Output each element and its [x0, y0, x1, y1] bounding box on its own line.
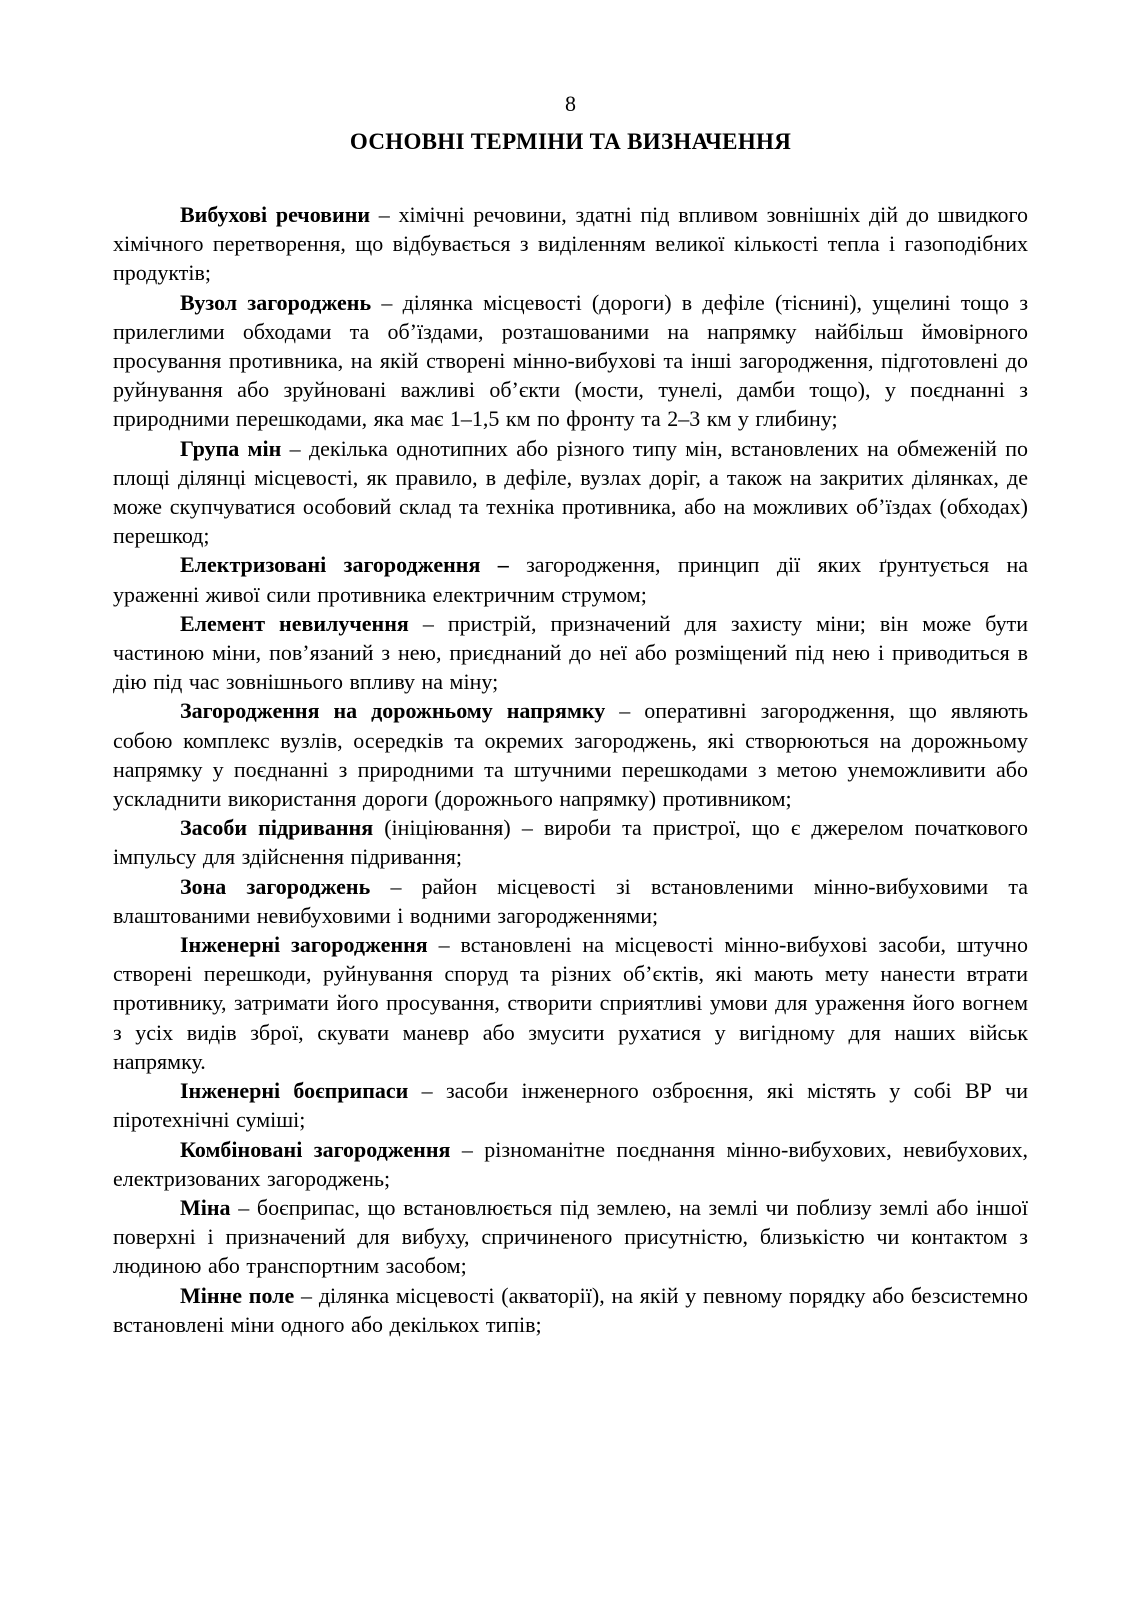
definition-text: – район місцевості зі встановленими мінно-вибуховими та влаштованими невибуховими і водними загородженнями; [113, 873, 1028, 928]
definition-term: Міна [180, 1194, 231, 1220]
definition-paragraph [113, 872, 1028, 930]
definition-term: Група мін [180, 435, 282, 461]
definition-text: загородження, принцип дії яких ґрунтується на ураженні живої сили противника електричним струмом; [113, 552, 1028, 607]
definition-paragraph [113, 434, 1028, 551]
definition-text: – пристрій, призначений для захисту міни; він може бути частиною міни, пов’язаний з нею, приєднаний до неї або розміщений під нею і приводиться в дію під час зовнішнього впливу на міну; [113, 610, 1029, 695]
definition-paragraph [113, 1076, 1028, 1134]
definition-term: Мінне поле [180, 1282, 295, 1308]
definition-text: – засоби інженерного озброєння, які містять у собі ВР чи піротехнічні суміші; [113, 1078, 1029, 1133]
definition-text: (ініціювання) – вироби та пристрої, що є джерелом початкового імпульсу для здійснення підривання; [113, 815, 1029, 870]
definition-term: Електризовані загородження – [180, 552, 509, 578]
definition-term: Комбіновані загородження [180, 1136, 451, 1162]
definition-text: – боєприпас, що встановлюється під землею, на землі чи поблизу землі або іншої поверхні і призначений для вибуху, спричиненого присутністю, близькістю чи контактом з людиною або транспортним засобом; [113, 1194, 1028, 1279]
definition-term: Зона загороджень [180, 873, 371, 899]
definition-text: – ділянка місцевості (акваторії), на якій у певному порядку або безсистемно встановлені міни одного або декількох типів; [113, 1282, 1028, 1337]
definition-term: Загородження на дорожньому напрямку [180, 698, 606, 724]
definition-paragraph [113, 288, 1028, 434]
definition-paragraph [113, 200, 1028, 288]
definitions-list [113, 200, 1028, 1339]
definition-term: Вибухові речовини [180, 202, 371, 227]
definition-term: Елемент невилучення [180, 610, 409, 636]
definition-text: – різноманітне поєднання мінно-вибухових, невибухових, електризованих загороджень; [113, 1136, 1029, 1191]
definition-text: – оперативні загородження, що являють собою комплекс вузлів, осередків та окремих загороджень, які створюються на дорожньому напрямку у поєднанні з природними та штучними перешкодами з метою унеможливити або ускладнити використання дороги (дорожнього напрямку) противником; [113, 698, 1028, 812]
definition-paragraph [113, 550, 1028, 608]
definition-term: Вузол загороджень [180, 289, 372, 315]
page-title: ОСНОВНІ ТЕРМІНИ ТА ВИЗНАЧЕННЯ [349, 129, 792, 154]
definition-paragraph [113, 1281, 1028, 1339]
definition-text: – хімічні речовини, здатні під впливом зовнішніх дій до швидкого хімічного перетворення, що відбувається з виділенням великої кількості тепла і газоподібних продуктів; [113, 202, 1028, 286]
definition-paragraph [113, 813, 1028, 871]
definition-text: – декілька однотипних або різного типу мін, встановлених на обмеженій по площі ділянці місцевості, як правило, в дефіле, вузлах доріг, а також на закритих ділянках, де може скупчуватися особовий склад та техніка противника, або на можливих об’їздах (обходах) перешкод; [113, 435, 1029, 549]
definition-term: Інженерні загородження [180, 932, 428, 958]
definition-text: – ділянка місцевості (дороги) в дефіле (тіснині), ущелині тощо з прилеглими обходами та об’їздами, розташованими на напрямку найбільш ймовірного просування противника, на якій створені мінно-вибухові та інші загородження, підготовлені до руйнування або зруйновані важливі об’єкти (мости, тунелі, дамби тощо), у поєднанні з природними перешкодами, яка має 1–1,5 км по фронту та 2–3 км у глибину; [113, 289, 1029, 432]
definition-paragraph [113, 609, 1028, 697]
definition-paragraph [113, 930, 1028, 1076]
definition-paragraph [113, 1193, 1028, 1281]
definition-term: Інженерні боєприпаси [180, 1078, 409, 1104]
definition-term: Засоби підривання [180, 815, 374, 841]
definition-paragraph [113, 696, 1028, 813]
definition-text: – встановлені на місцевості мінно-вибухові засоби, штучно створені перешкоди, руйнування споруд та різних об’єктів, які мають мету нанести втрати противнику, затримати його просування, створити сприятливі умови для ураження його вогнем з усіх видів зброї, скувати маневр або змусити рухатися у вигідному для наших військ напрямку. [113, 932, 1029, 1074]
definition-paragraph [113, 1135, 1028, 1193]
page-number: 8 [565, 91, 576, 116]
